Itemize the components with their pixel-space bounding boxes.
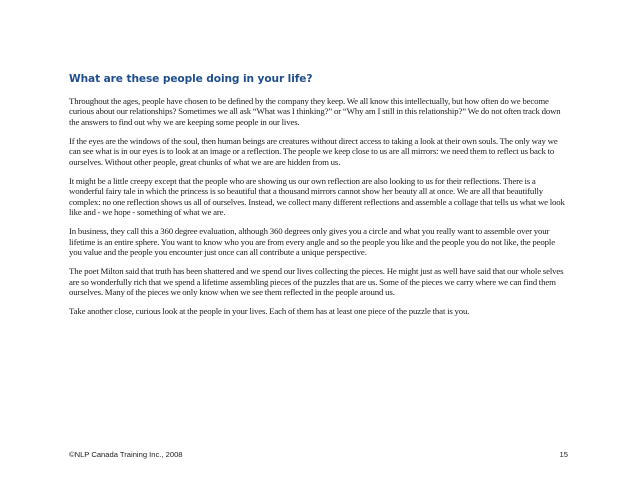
paragraph-3: It might be a little creepy except that the people who are showing us our own reflection are also looking to us for their reflections. There is a wonderful fairy tale in which the princess is so beautiful that a thousand mirrors cannot show her beauty all at once. We are all that beautifully complex: no one reflection shows us all of ourselves. Instead, we collect many different reflections and assemble a collage that tells us what we look like and - we hope - something of what we are. (69, 176, 565, 218)
paragraph-6: Take another close, curious look at the people in your lives. Each of them has at least one piece of the puzzle that is you. (69, 306, 470, 317)
footer-copyright: ©NLP Canada Training Inc., 2008 (69, 450, 183, 459)
paragraph-4: In business, they call this a 360 degree evaluation, although 360 degrees only gives you a circle and what you really want to assemble over your lifetime is an entire sphere. You want to know who you are from every angle and so the people you like and the people you do not like, the people you value and the people you encounter just once can all contribute a unique perspective. (69, 226, 555, 258)
section-heading: What are these people doing in your life? (69, 73, 313, 85)
paragraph-5: The poet Milton said that truth has been shattered and we spend our lives collecting the pieces. He might just as well have said that our whole selves are so wonderfully rich that we spend a lifetime assembling pieces of the puzzles that are us. Some of the pieces we carry where we can find them ourselves. Many of the pieces we only know when we see them reflected in the people around us. (69, 266, 564, 298)
paragraph-1: Throughout the ages, people have chosen to be defined by the company they keep. We all know this intellectually, but how often do we become curious about our relationships? Sometimes we all ask “What was I thinking?” or “Why am I still in this relationship?” We do not often track down the answers to find out why we are keeping some people in our lives. (69, 96, 561, 127)
paragraph-2: If the eyes are the windows of the soul, then human beings are creatures without direct access to taking a look at their own souls. The only way we can see what is in our eyes is to look at an image or a reflection. The people we keep close to us are all mirrors: we need them to reflect us back to ourselves. Without other people, great chunks of what we are are hidden from us. (69, 136, 558, 167)
page-number: 15 (559, 450, 568, 459)
body-text (69, 96, 566, 326)
